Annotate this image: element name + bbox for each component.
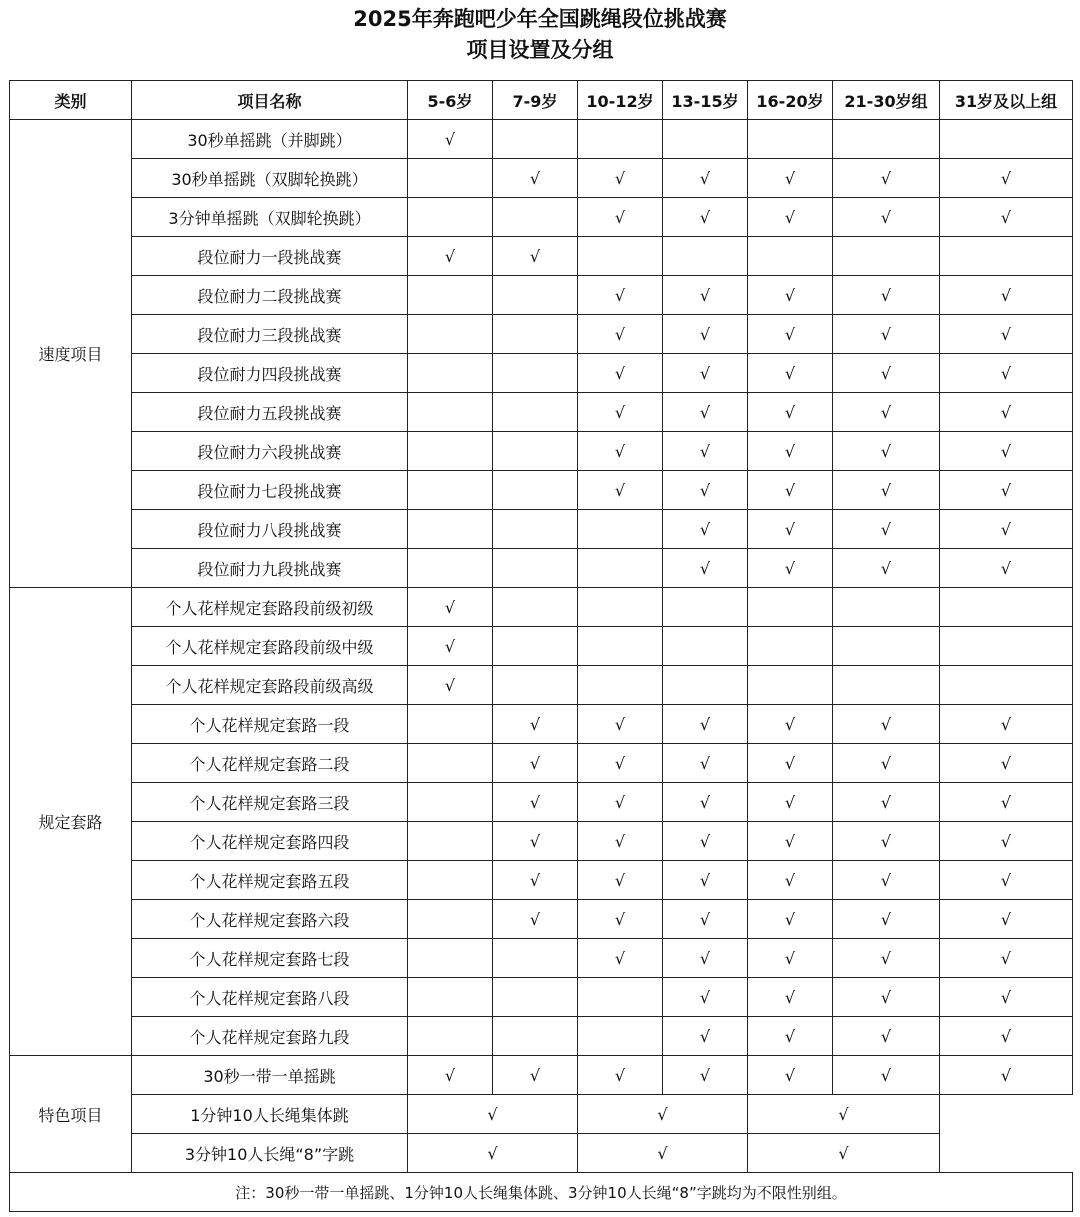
check-mark-cell: √: [833, 822, 940, 861]
item-name-cell: 个人花样规定套路九段: [132, 1017, 408, 1056]
footnote-row: [10, 1173, 1073, 1212]
empty-cell: [748, 237, 833, 276]
check-mark-cell: √: [833, 939, 940, 978]
empty-cell: [578, 549, 663, 588]
check-mark-cell: √: [833, 978, 940, 1017]
check-mark-cell: √: [493, 1056, 578, 1095]
check-mark-cell: √: [408, 1095, 578, 1134]
check-mark-cell: √: [940, 705, 1073, 744]
check-mark-cell: √: [493, 822, 578, 861]
empty-cell: [493, 939, 578, 978]
empty-cell: [663, 120, 748, 159]
check-mark-cell: √: [940, 783, 1073, 822]
check-mark-cell: √: [833, 393, 940, 432]
item-name-cell: 段位耐力五段挑战赛: [132, 393, 408, 432]
table-row: [10, 627, 1073, 666]
check-mark-cell: √: [748, 861, 833, 900]
table-row: [10, 393, 1073, 432]
item-name-cell: 段位耐力一段挑战赛: [132, 237, 408, 276]
header-category: 类别: [10, 81, 132, 120]
item-name-cell: 个人花样规定套路五段: [132, 861, 408, 900]
empty-cell: [493, 198, 578, 237]
check-mark-cell: √: [833, 471, 940, 510]
item-name-cell: 个人花样规定套路二段: [132, 744, 408, 783]
empty-cell: [940, 666, 1073, 705]
check-mark-cell: √: [663, 198, 748, 237]
header-row: [10, 81, 1073, 120]
check-mark-cell: √: [940, 1017, 1073, 1056]
check-mark-cell: √: [663, 822, 748, 861]
check-mark-cell: √: [663, 471, 748, 510]
check-mark-cell: √: [940, 549, 1073, 588]
empty-cell: [408, 822, 493, 861]
table-row: [10, 588, 1073, 627]
check-mark-cell: √: [578, 783, 663, 822]
item-name-cell: 个人花样规定套路六段: [132, 900, 408, 939]
check-mark-cell: √: [748, 471, 833, 510]
check-mark-cell: √: [578, 198, 663, 237]
check-mark-cell: √: [578, 1056, 663, 1095]
check-mark-cell: √: [748, 900, 833, 939]
check-mark-cell: √: [578, 471, 663, 510]
empty-cell: [408, 315, 493, 354]
table-row: [10, 900, 1073, 939]
check-mark-cell: √: [578, 939, 663, 978]
empty-cell: [408, 471, 493, 510]
header-item-name: 项目名称: [132, 81, 408, 120]
check-mark-cell: √: [748, 744, 833, 783]
empty-cell: [408, 978, 493, 1017]
empty-cell: [408, 393, 493, 432]
check-mark-cell: √: [663, 783, 748, 822]
check-mark-cell: √: [663, 276, 748, 315]
title-line-2: 项目设置及分组: [466, 38, 614, 62]
item-name-cell: 30秒一带一单摇跳: [132, 1056, 408, 1095]
check-mark-cell: √: [408, 1134, 578, 1173]
check-mark-cell: √: [833, 1056, 940, 1095]
table-row: [10, 1095, 1073, 1134]
table-row: [10, 315, 1073, 354]
check-mark-cell: √: [748, 705, 833, 744]
check-mark-cell: √: [940, 744, 1073, 783]
empty-cell: [493, 627, 578, 666]
check-mark-cell: √: [748, 510, 833, 549]
empty-cell: [578, 120, 663, 159]
empty-cell: [663, 588, 748, 627]
check-mark-cell: √: [833, 783, 940, 822]
item-name-cell: 30秒单摇跳（双脚轮换跳）: [132, 159, 408, 198]
empty-cell: [578, 627, 663, 666]
category-cell: 速度项目: [10, 120, 132, 588]
item-name-cell: 段位耐力九段挑战赛: [132, 549, 408, 588]
check-mark-cell: √: [940, 276, 1073, 315]
header-age-16-20: 16-20岁: [748, 81, 833, 120]
check-mark-cell: √: [940, 432, 1073, 471]
check-mark-cell: √: [408, 666, 493, 705]
title-line-1: 2025年奔跑吧少年全国跳绳段位挑战赛: [353, 7, 727, 31]
check-mark-cell: √: [663, 900, 748, 939]
empty-cell: [493, 549, 578, 588]
empty-cell: [493, 666, 578, 705]
check-mark-cell: √: [663, 939, 748, 978]
empty-cell: [408, 159, 493, 198]
check-mark-cell: √: [578, 276, 663, 315]
check-mark-cell: √: [663, 354, 748, 393]
empty-cell: [408, 1017, 493, 1056]
item-name-cell: 段位耐力二段挑战赛: [132, 276, 408, 315]
check-mark-cell: √: [748, 198, 833, 237]
empty-cell: [748, 627, 833, 666]
check-mark-cell: √: [748, 1017, 833, 1056]
table-row: [10, 120, 1073, 159]
item-name-cell: 个人花样规定套路段前级中级: [132, 627, 408, 666]
header-age-5-6: 5-6岁: [408, 81, 493, 120]
check-mark-cell: √: [493, 744, 578, 783]
empty-cell: [493, 120, 578, 159]
empty-cell: [493, 393, 578, 432]
check-mark-cell: √: [940, 393, 1073, 432]
check-mark-cell: √: [940, 900, 1073, 939]
check-mark-cell: √: [663, 315, 748, 354]
empty-cell: [940, 120, 1073, 159]
table-row: [10, 1056, 1073, 1095]
empty-cell: [493, 588, 578, 627]
empty-cell: [748, 588, 833, 627]
table-row: [10, 159, 1073, 198]
item-name-cell: 1分钟10人长绳集体跳: [132, 1095, 408, 1134]
check-mark-cell: √: [833, 276, 940, 315]
header-age-10-12: 10-12岁: [578, 81, 663, 120]
check-mark-cell: √: [493, 900, 578, 939]
check-mark-cell: √: [833, 900, 940, 939]
check-mark-cell: √: [578, 900, 663, 939]
empty-cell: [663, 627, 748, 666]
check-mark-cell: √: [663, 159, 748, 198]
empty-cell: [493, 354, 578, 393]
empty-cell: [578, 1017, 663, 1056]
empty-cell: [940, 588, 1073, 627]
check-mark-cell: √: [578, 393, 663, 432]
empty-cell: [663, 237, 748, 276]
item-name-cell: 个人花样规定套路段前级高级: [132, 666, 408, 705]
item-name-cell: 30秒单摇跳（并脚跳）: [132, 120, 408, 159]
empty-cell: [408, 900, 493, 939]
check-mark-cell: √: [663, 978, 748, 1017]
check-mark-cell: √: [663, 432, 748, 471]
empty-cell: [578, 666, 663, 705]
check-mark-cell: √: [833, 354, 940, 393]
check-mark-cell: √: [748, 1134, 940, 1173]
item-name-cell: 段位耐力三段挑战赛: [132, 315, 408, 354]
empty-cell: [408, 783, 493, 822]
check-mark-cell: √: [578, 705, 663, 744]
table-body: [10, 120, 1073, 1173]
empty-cell: [493, 432, 578, 471]
table-row: [10, 354, 1073, 393]
check-mark-cell: √: [578, 744, 663, 783]
check-mark-cell: √: [833, 549, 940, 588]
check-mark-cell: √: [408, 120, 493, 159]
empty-cell: [408, 744, 493, 783]
item-name-cell: 段位耐力六段挑战赛: [132, 432, 408, 471]
check-mark-cell: √: [940, 978, 1073, 1017]
table-row: [10, 939, 1073, 978]
item-name-cell: 3分钟10人长绳“8”字跳: [132, 1134, 408, 1173]
check-mark-cell: √: [748, 432, 833, 471]
empty-cell: [578, 237, 663, 276]
check-mark-cell: √: [408, 237, 493, 276]
check-mark-cell: √: [578, 1095, 748, 1134]
item-name-cell: 个人花样规定套路七段: [132, 939, 408, 978]
check-mark-cell: √: [833, 159, 940, 198]
header-age-31-plus: 31岁及以上组: [940, 81, 1073, 120]
check-mark-cell: √: [833, 432, 940, 471]
check-mark-cell: √: [408, 1056, 493, 1095]
item-name-cell: 段位耐力四段挑战赛: [132, 354, 408, 393]
empty-cell: [493, 276, 578, 315]
empty-cell: [408, 432, 493, 471]
empty-cell: [748, 666, 833, 705]
empty-cell: [493, 510, 578, 549]
check-mark-cell: √: [578, 315, 663, 354]
table-row: [10, 432, 1073, 471]
table-row: [10, 276, 1073, 315]
check-mark-cell: √: [940, 471, 1073, 510]
check-mark-cell: √: [663, 861, 748, 900]
item-name-cell: 段位耐力八段挑战赛: [132, 510, 408, 549]
empty-cell: [408, 939, 493, 978]
table-row: [10, 705, 1073, 744]
check-mark-cell: √: [940, 315, 1073, 354]
empty-cell: [493, 315, 578, 354]
empty-cell: [833, 588, 940, 627]
check-mark-cell: √: [748, 159, 833, 198]
footnote: 注：30秒一带一单摇跳、1分钟10人长绳集体跳、3分钟10人长绳“8”字跳均为不限性别组。: [10, 1173, 1073, 1212]
check-mark-cell: √: [578, 1134, 748, 1173]
empty-cell: [408, 276, 493, 315]
category-cell: 特色项目: [10, 1056, 132, 1173]
empty-cell: [408, 354, 493, 393]
empty-cell: [493, 978, 578, 1017]
page-title: [0, 0, 1080, 66]
table-row: [10, 549, 1073, 588]
check-mark-cell: √: [748, 939, 833, 978]
check-mark-cell: √: [940, 822, 1073, 861]
check-mark-cell: √: [940, 510, 1073, 549]
empty-cell: [493, 471, 578, 510]
empty-cell: [578, 978, 663, 1017]
check-mark-cell: √: [833, 1017, 940, 1056]
empty-cell: [940, 627, 1073, 666]
check-mark-cell: √: [663, 1017, 748, 1056]
category-cell: 规定套路: [10, 588, 132, 1056]
check-mark-cell: √: [940, 354, 1073, 393]
empty-cell: [493, 1017, 578, 1056]
check-mark-cell: √: [663, 549, 748, 588]
check-mark-cell: √: [833, 315, 940, 354]
check-mark-cell: √: [493, 237, 578, 276]
check-mark-cell: √: [833, 861, 940, 900]
table-row: [10, 471, 1073, 510]
check-mark-cell: √: [493, 159, 578, 198]
table-row: [10, 1017, 1073, 1056]
check-mark-cell: √: [748, 783, 833, 822]
empty-cell: [408, 549, 493, 588]
check-mark-cell: √: [748, 393, 833, 432]
check-mark-cell: √: [748, 276, 833, 315]
check-mark-cell: √: [663, 744, 748, 783]
check-mark-cell: √: [578, 159, 663, 198]
check-mark-cell: √: [940, 1056, 1073, 1095]
item-name-cell: 个人花样规定套路八段: [132, 978, 408, 1017]
check-mark-cell: √: [663, 510, 748, 549]
check-mark-cell: √: [578, 432, 663, 471]
empty-cell: [833, 627, 940, 666]
check-mark-cell: √: [663, 393, 748, 432]
check-mark-cell: √: [748, 822, 833, 861]
table-row: [10, 822, 1073, 861]
empty-cell: [940, 237, 1073, 276]
table-row: [10, 744, 1073, 783]
check-mark-cell: √: [408, 627, 493, 666]
table-row: [10, 783, 1073, 822]
check-mark-cell: √: [833, 510, 940, 549]
empty-cell: [833, 666, 940, 705]
check-mark-cell: √: [493, 705, 578, 744]
check-mark-cell: √: [940, 159, 1073, 198]
empty-cell: [833, 120, 940, 159]
check-mark-cell: √: [833, 705, 940, 744]
check-mark-cell: √: [748, 978, 833, 1017]
item-name-cell: 个人花样规定套路一段: [132, 705, 408, 744]
empty-cell: [578, 588, 663, 627]
check-mark-cell: √: [748, 1095, 940, 1134]
check-mark-cell: √: [663, 1056, 748, 1095]
header-age-7-9: 7-9岁: [493, 81, 578, 120]
header-age-21-30: 21-30岁组: [833, 81, 940, 120]
empty-cell: [408, 705, 493, 744]
check-mark-cell: √: [493, 861, 578, 900]
check-mark-cell: √: [833, 744, 940, 783]
item-name-cell: 段位耐力七段挑战赛: [132, 471, 408, 510]
table-row: [10, 978, 1073, 1017]
empty-cell: [833, 237, 940, 276]
check-mark-cell: √: [940, 861, 1073, 900]
event-table: [9, 80, 1073, 1212]
item-name-cell: 3分钟单摇跳（双脚轮换跳）: [132, 198, 408, 237]
check-mark-cell: √: [578, 822, 663, 861]
check-mark-cell: √: [663, 705, 748, 744]
table-row: [10, 198, 1073, 237]
check-mark-cell: √: [408, 588, 493, 627]
empty-cell: [578, 510, 663, 549]
table-row: [10, 861, 1073, 900]
item-name-cell: 个人花样规定套路三段: [132, 783, 408, 822]
check-mark-cell: √: [833, 198, 940, 237]
empty-cell: [408, 861, 493, 900]
empty-cell: [748, 120, 833, 159]
table-row: [10, 510, 1073, 549]
check-mark-cell: √: [578, 354, 663, 393]
check-mark-cell: √: [748, 549, 833, 588]
header-age-13-15: 13-15岁: [663, 81, 748, 120]
table-row: [10, 237, 1073, 276]
check-mark-cell: √: [748, 315, 833, 354]
check-mark-cell: √: [940, 198, 1073, 237]
table-row: [10, 666, 1073, 705]
check-mark-cell: √: [578, 861, 663, 900]
item-name-cell: 个人花样规定套路段前级初级: [132, 588, 408, 627]
empty-cell: [663, 666, 748, 705]
item-name-cell: 个人花样规定套路四段: [132, 822, 408, 861]
check-mark-cell: √: [748, 354, 833, 393]
check-mark-cell: √: [493, 783, 578, 822]
empty-cell: [408, 510, 493, 549]
check-mark-cell: √: [748, 1056, 833, 1095]
empty-cell: [408, 198, 493, 237]
check-mark-cell: √: [940, 939, 1073, 978]
table-row: [10, 1134, 1073, 1173]
